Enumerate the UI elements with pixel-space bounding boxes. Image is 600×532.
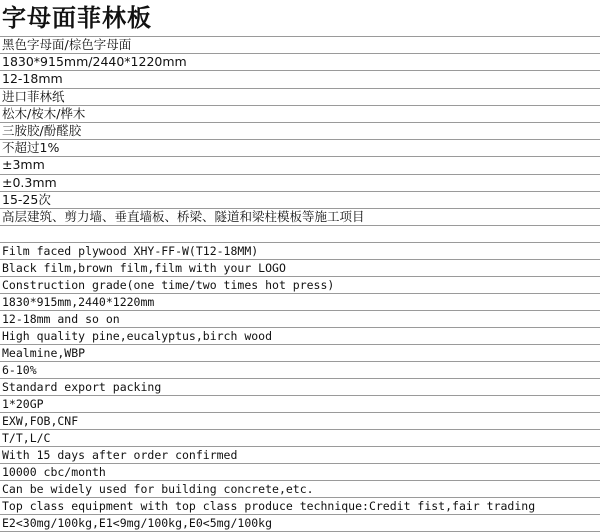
en-spec-row bbox=[0, 463, 600, 480]
row-text: 1830*915mm/2440*1220mm bbox=[2, 54, 187, 70]
cn-spec-row bbox=[0, 174, 600, 191]
en-spec-row bbox=[0, 395, 600, 412]
en-spec-row bbox=[0, 412, 600, 429]
cn-spec-row bbox=[0, 53, 600, 70]
en-spec-row bbox=[0, 276, 600, 293]
en-spec-row bbox=[0, 242, 600, 259]
row-text: Can be widely used for building concrete,etc. bbox=[2, 482, 314, 497]
cn-spec-row bbox=[0, 225, 600, 242]
row-text: 10000 cbc/month bbox=[2, 465, 106, 480]
row-text: T/T,L/C bbox=[2, 431, 51, 446]
en-spec-row bbox=[0, 497, 600, 514]
en-spec-row bbox=[0, 446, 600, 463]
row-text: ±0.3mm bbox=[2, 174, 57, 190]
en-spec-row bbox=[0, 293, 600, 310]
row-text: ±3mm bbox=[2, 157, 45, 173]
cn-spec-row bbox=[0, 70, 600, 87]
row-text: With 15 days after order confirmed bbox=[2, 448, 238, 463]
row-text: Mealmine,WBP bbox=[2, 346, 86, 361]
row-text: Standard export packing bbox=[2, 380, 162, 395]
row-text: 高层建筑、剪力墙、垂直墙板、桥梁、隧道和梁柱模板等施工项目 bbox=[2, 209, 365, 224]
en-spec-row bbox=[0, 361, 600, 378]
cn-spec-row bbox=[0, 208, 600, 225]
row-text: Black film,brown film,film with your LOGO bbox=[2, 261, 286, 276]
row-text: 三胺胶/酚醛胶 bbox=[2, 123, 82, 138]
row-text: 不超过1% bbox=[2, 140, 60, 156]
row-text: EXW,FOB,CNF bbox=[2, 414, 79, 429]
en-spec-row bbox=[0, 378, 600, 395]
cn-spec-row bbox=[0, 191, 600, 208]
row-text: 黑色字母面/棕色字母面 bbox=[2, 37, 132, 52]
en-spec-row bbox=[0, 429, 600, 446]
row-text: High quality pine,eucalyptus,birch wood bbox=[2, 329, 273, 344]
row-text: E2<30mg/100kg,E1<9mg/100kg,E0<5mg/100kg bbox=[2, 516, 273, 531]
row-text: Top class equipment with top class produce technique:Credit fist,fair trading bbox=[2, 499, 536, 514]
row-text: Construction grade(one time/two times hot press) bbox=[2, 278, 335, 293]
page-title: 字母面菲林板 bbox=[2, 3, 152, 32]
en-spec-row bbox=[0, 259, 600, 276]
en-spec-row bbox=[0, 310, 600, 327]
row-text: 进口菲林纸 bbox=[2, 88, 65, 104]
en-spec-row bbox=[0, 327, 600, 344]
en-spec-row bbox=[0, 480, 600, 497]
row-text: 12-18mm and so on bbox=[2, 312, 120, 327]
row-text: Film faced plywood XHY-FF-W(T12-18MM) bbox=[2, 244, 259, 259]
cn-spec-row bbox=[0, 88, 600, 105]
row-text: 15-25次 bbox=[2, 191, 51, 207]
row-text: 松木/桉木/桦木 bbox=[2, 105, 86, 121]
row-text: 12-18mm bbox=[2, 71, 63, 87]
cn-spec-row bbox=[0, 156, 600, 173]
cn-spec-row bbox=[0, 36, 600, 53]
en-spec-row bbox=[0, 514, 600, 531]
en-spec-row bbox=[0, 344, 600, 361]
row-text: 1830*915mm,2440*1220mm bbox=[2, 295, 155, 310]
row-text: 6-10% bbox=[2, 363, 37, 378]
cn-spec-row bbox=[0, 105, 600, 122]
row-text: 1*20GP bbox=[2, 397, 44, 412]
cn-spec-row bbox=[0, 122, 600, 139]
cn-spec-row bbox=[0, 139, 600, 156]
